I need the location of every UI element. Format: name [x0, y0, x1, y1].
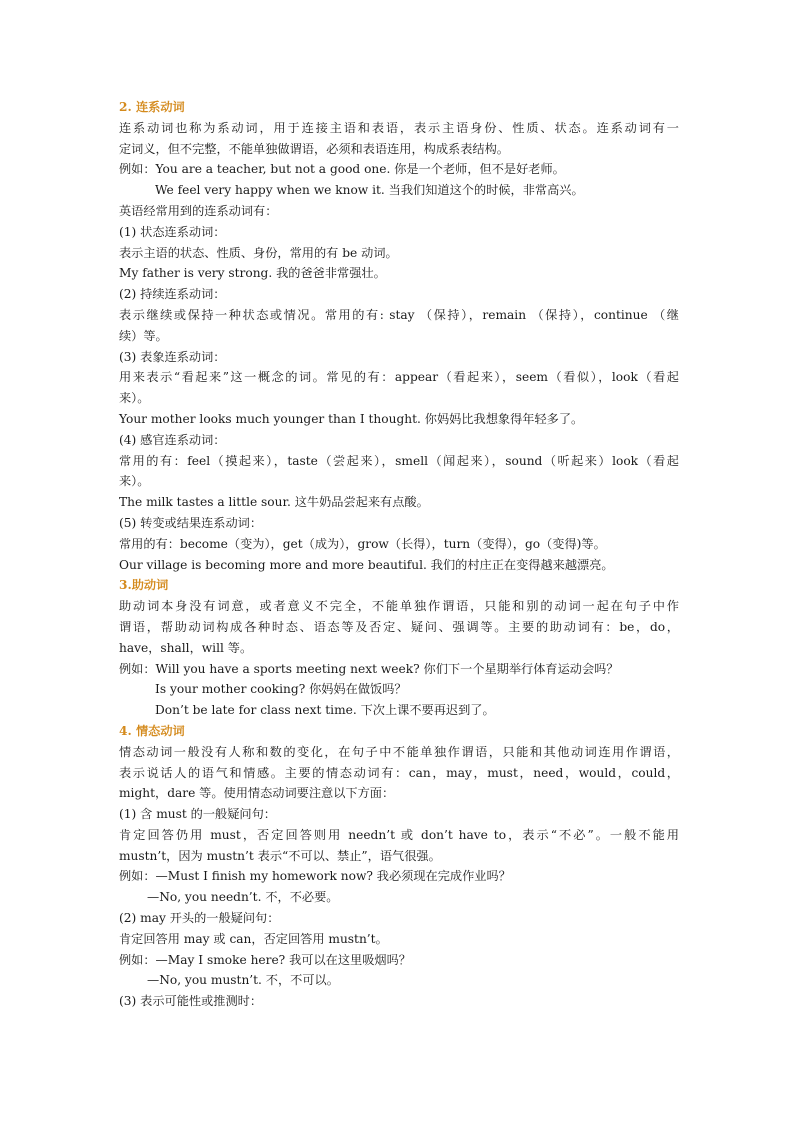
- example-line: —No, you mustn’t. 不，不可以。: [147, 973, 339, 988]
- section-heading-auxiliary-verbs: 3.助动词: [119, 578, 169, 593]
- paragraph-line: have，shall，will 等。: [119, 640, 253, 655]
- paragraph-line: 情态动词一般没有人称和数的变化，在句子中不能单独作谓语，只能和其他动词连用作谓语，: [119, 744, 679, 759]
- section-heading-modal-verbs: 4. 情态动词: [119, 723, 185, 738]
- example-line: —No, you needn’t. 不，不必要。: [147, 890, 339, 905]
- example-line: We feel very happy when we know it. 当我们知道这个的时候，非常高兴。: [155, 183, 584, 198]
- paragraph-line: 谓语，帮助动词构成各种时态、语态等及否定、疑问、强调等。主要的助动词有：be，do，: [119, 619, 679, 634]
- example-line: Is your mother cooking? 你妈妈在做饭吗？: [155, 682, 407, 697]
- subheading-line: (1) 状态连系动词：: [119, 224, 226, 239]
- example-line: Don’t be late for class next time. 下次上课不要再迟到了。: [155, 703, 495, 718]
- subheading-line: (3) 表象连系动词：: [119, 349, 226, 364]
- example-line: Our village is becoming more and more beautiful. 我们的村庄正在变得越来越漂亮。: [119, 557, 614, 572]
- subheading-line: (1) 含 must 的一般疑问句：: [119, 807, 276, 822]
- example-line: 例如：—May I smoke here? 我可以在这里吸烟吗？: [119, 952, 411, 967]
- paragraph-line: 来）。: [119, 474, 150, 489]
- paragraph-line: 肯定回答仍用 must，否定回答则用 needn’t 或 don’t have to，表示“不必”。一般不能用: [119, 827, 679, 842]
- paragraph-line: 英语经常用到的连系动词有：: [119, 203, 278, 218]
- section-heading-linking-verbs: 2. 连系动词: [119, 100, 185, 114]
- example-line: 例如：—Must I finish my homework now? 我必须现在完成作业吗？: [119, 869, 511, 884]
- example-line: Your mother looks much younger than I thought. 你妈妈比我想象得年轻多了。: [119, 411, 584, 426]
- paragraph-line: mustn’t，因为 mustn’t 表示“不可以、禁止”，语气很强。: [119, 848, 441, 863]
- paragraph-line: 续）等。: [119, 328, 168, 343]
- paragraph-line: 常用的有：become（变为），get（成为），grow（长得），turn（变得），go（变得)等。: [119, 536, 606, 551]
- paragraph-line: 肯定回答用 may 或 can，否定回答用 mustn’t。: [119, 931, 388, 946]
- example-line: 例如：You are a teacher, but not a good one. 你是一个老师，但不是好老师。: [119, 162, 565, 177]
- paragraph-line: 来）。: [119, 391, 150, 406]
- subheading-line: (5) 转变或结果连系动词：: [119, 515, 263, 530]
- paragraph-line: 助动词本身没有词意，或者意义不完全，不能单独作谓语，只能和别的动词一起在句子中作: [119, 599, 679, 614]
- paragraph-line: 常用的有：feel（摸起来），taste（尝起来），smell（闻起来），sound（听起来）look（看起: [119, 453, 679, 468]
- subheading-line: (2) 持续连系动词：: [119, 287, 226, 302]
- paragraph-line: might，dare 等。使用情态动词要注意以下方面：: [119, 786, 395, 801]
- example-line: 例如：Will you have a sports meeting next week? 你们下一个星期举行体育运动会吗？: [119, 661, 619, 676]
- paragraph-line: 表示主语的状态、性质、身份，常用的有 be 动词。: [119, 245, 398, 260]
- paragraph-line: 表示说话人的语气和情感。主要的情态动词有：can，may，must，need，would，could，: [119, 765, 679, 780]
- subheading-line: (4) 感官连系动词：: [119, 432, 226, 447]
- example-line: The milk tastes a little sour. 这牛奶品尝起来有点酸。: [119, 495, 429, 510]
- subheading-line: (3) 表示可能性或推测时：: [119, 994, 263, 1009]
- paragraph-line: 定词义，但不完整，不能单独做谓语，必须和表语连用，构成系表结构。: [119, 141, 509, 156]
- document-body: [119, 97, 679, 1012]
- example-line: My father is very strong. 我的爸爸非常强壮。: [119, 266, 386, 281]
- subheading-line: (2) may 开头的一般疑问句：: [119, 911, 280, 926]
- paragraph-line: 用来表示“看起来”这一概念的词。常见的有：appear（看起来），seem（看似），look（看起: [119, 370, 679, 385]
- paragraph-line: 连系动词也称为系动词，用于连接主语和表语，表示主语身份、性质、状态。连系动词有一: [119, 120, 679, 135]
- paragraph-line: 表示继续或保持一种状态或情况。常用的有: stay （保持），remain （保持），continue （继: [119, 307, 679, 322]
